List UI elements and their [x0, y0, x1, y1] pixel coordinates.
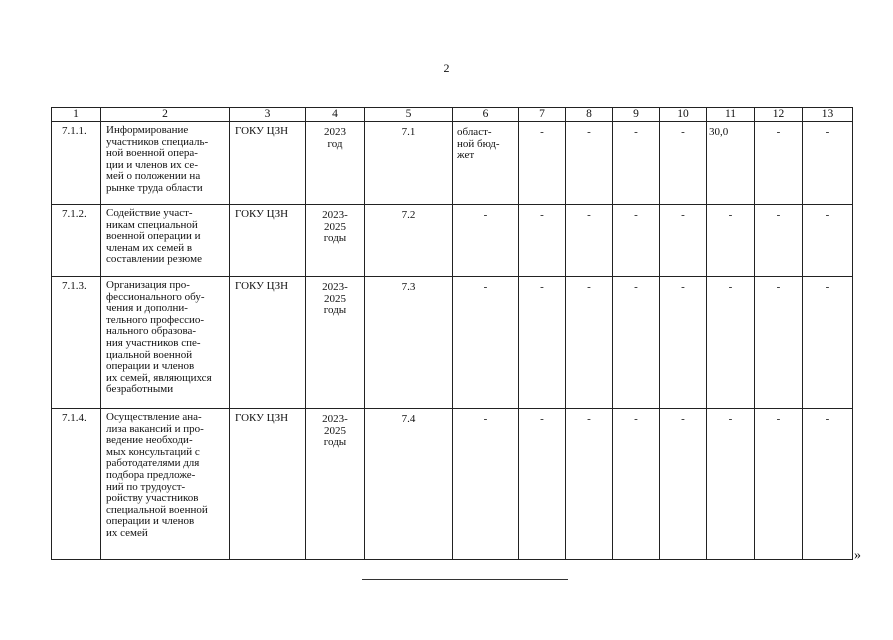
- indicator-ref: 7.1: [401, 126, 416, 138]
- value-cell: -: [634, 281, 638, 293]
- measure-description: Осуществление ана- лиза вакансий и про- ведение необходи- мых консультаций с работодателями для подбора предложе- ний по трудоуст- ройству участников специальной военной операции и членов их семей: [106, 411, 208, 539]
- funding-source: -: [483, 209, 488, 221]
- measure-description: Информирование участников специаль- ной военной опера- ции и членов их се- мей о положении на рынке труда области: [106, 124, 209, 194]
- item-number: 7.1.4.: [62, 412, 87, 424]
- indicator-ref: 7.4: [401, 413, 416, 425]
- indicator-ref: 7.2: [401, 209, 416, 221]
- column-number: 5: [365, 108, 453, 122]
- value-cell: -: [634, 209, 638, 221]
- column-number: 3: [230, 108, 306, 122]
- period: 2023- 2025 годы: [322, 209, 348, 245]
- funding-source: област- ной бюд- жет: [457, 126, 500, 162]
- value-cell: -: [681, 126, 685, 138]
- value-cell: -: [728, 413, 733, 425]
- executor: ГОКУ ЦЗН: [235, 125, 289, 137]
- value-cell: -: [540, 209, 544, 221]
- measure-description: Организация про- фессионального обу- чения и дополни- тельного профессио- нального образова- ния участников спе- циальной военной операции и членов их семей, являющихся безработными: [106, 279, 212, 396]
- value-cell: -: [681, 209, 685, 221]
- value-cell: -: [776, 281, 781, 293]
- value-cell: -: [728, 281, 733, 293]
- item-number: 7.1.3.: [62, 280, 87, 292]
- value-cell: -: [587, 281, 591, 293]
- value-cell: -: [587, 209, 591, 221]
- funding-source: -: [483, 413, 488, 425]
- value-cell: -: [776, 209, 781, 221]
- column-number: 4: [306, 108, 365, 122]
- column-number: 1: [52, 108, 101, 122]
- table-row: [52, 409, 853, 560]
- column-number: 10: [660, 108, 707, 122]
- executor: ГОКУ ЦЗН: [235, 208, 289, 220]
- table-row: [52, 122, 853, 205]
- value-cell: -: [728, 209, 733, 221]
- value-cell: -: [540, 126, 544, 138]
- column-number: 8: [566, 108, 613, 122]
- column-number: 12: [755, 108, 803, 122]
- measure-description: Содействие участ- никам специальной военной операции и членам их семей в составлении резюме: [106, 207, 202, 266]
- value-cell: 30,0: [709, 126, 729, 138]
- column-number: 13: [803, 108, 853, 122]
- footer-divider: [362, 579, 568, 580]
- executor: ГОКУ ЦЗН: [235, 412, 289, 424]
- indicator-ref: 7.3: [401, 281, 416, 293]
- value-cell: -: [681, 281, 685, 293]
- table-row: [52, 205, 853, 277]
- value-cell: -: [634, 413, 638, 425]
- value-cell: -: [681, 413, 685, 425]
- period: 2023- 2025 годы: [322, 281, 348, 317]
- closing-quote: »: [854, 548, 861, 563]
- value-cell: -: [587, 126, 591, 138]
- value-cell: -: [825, 281, 830, 293]
- column-number: 11: [707, 108, 755, 122]
- executor: ГОКУ ЦЗН: [235, 280, 289, 292]
- value-cell: -: [634, 126, 638, 138]
- value-cell: -: [540, 281, 544, 293]
- program-table: [51, 107, 853, 560]
- value-cell: -: [587, 413, 591, 425]
- page-number: 2: [443, 61, 450, 75]
- column-number: 7: [519, 108, 566, 122]
- table-row: [52, 277, 853, 409]
- column-number-row: [52, 108, 853, 122]
- item-number: 7.1.1.: [62, 125, 87, 137]
- value-cell: -: [776, 126, 781, 138]
- value-cell: -: [825, 413, 830, 425]
- period: 2023- 2025 годы: [322, 413, 348, 449]
- column-number: 9: [613, 108, 660, 122]
- column-number: 6: [453, 108, 519, 122]
- item-number: 7.1.2.: [62, 208, 87, 220]
- funding-source: -: [483, 281, 488, 293]
- value-cell: -: [825, 209, 830, 221]
- value-cell: -: [825, 126, 830, 138]
- value-cell: -: [540, 413, 544, 425]
- period: 2023 год: [324, 126, 346, 150]
- column-number: 2: [101, 108, 230, 122]
- value-cell: -: [776, 413, 781, 425]
